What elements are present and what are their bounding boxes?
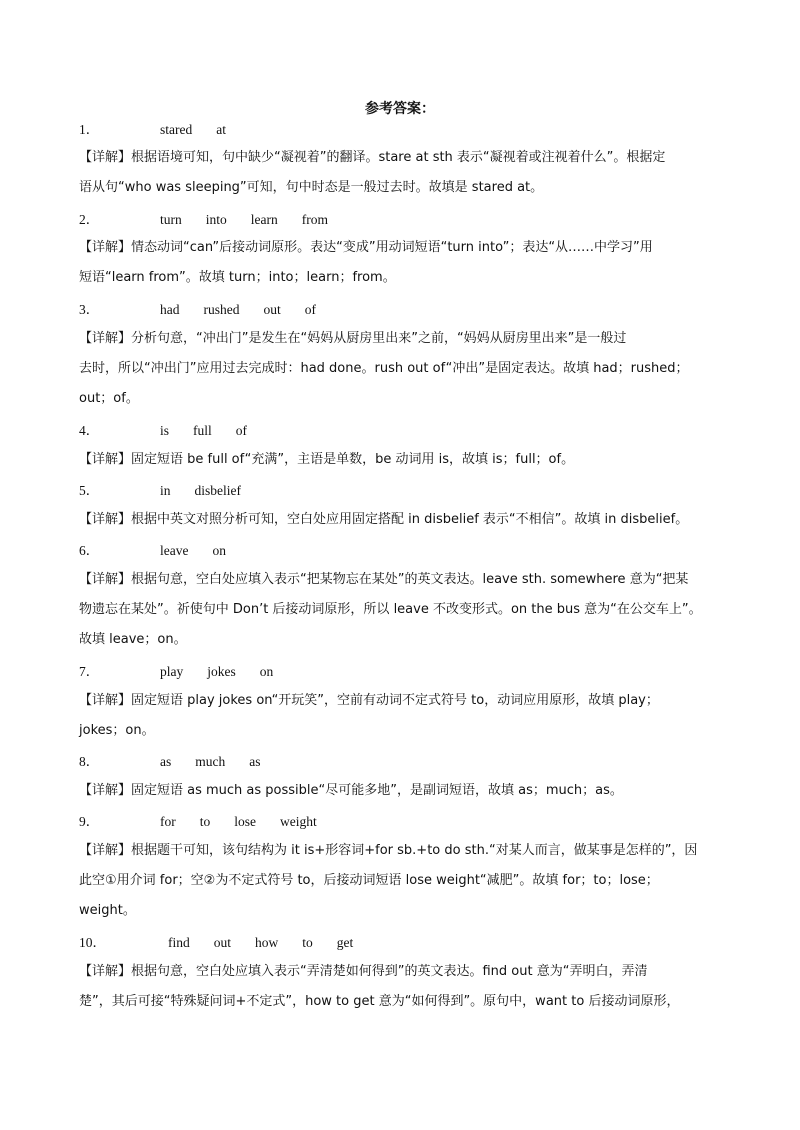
answer-words bbox=[160, 481, 265, 501]
detail-line: 【详解】固定短语 as much as possible“尽可能多地”，是副词短语，故填 as；much；as。 bbox=[79, 783, 623, 798]
answer-word: much bbox=[195, 754, 226, 769]
detail-line: 短语“learn from”。故填 turn；into；learn；from。 bbox=[79, 270, 396, 285]
answer-words bbox=[160, 300, 340, 320]
answer-word: on bbox=[212, 543, 226, 558]
answer-word: weight bbox=[280, 814, 317, 829]
answer-word: had bbox=[160, 302, 180, 317]
answer-words bbox=[160, 541, 250, 561]
detail-line: 【详解】情态动词“can”后接动词原形。表达“变成”用动词短语“turn into”；表达“从……中学习”用 bbox=[79, 240, 653, 255]
answer-word: leave bbox=[160, 543, 189, 558]
question-number: 6． bbox=[79, 543, 100, 558]
answer-words bbox=[160, 662, 297, 682]
answer-words bbox=[160, 210, 352, 230]
detail-line: 【详解】固定短语 play jokes on“开玩笑”，空前有动词不定式符号 to，动词应用原形，故填 play； bbox=[79, 693, 659, 708]
detail-explanation bbox=[79, 957, 724, 1017]
question-number: 2． bbox=[79, 212, 100, 227]
detail-line: weight。 bbox=[79, 903, 136, 918]
detail-explanation bbox=[79, 686, 724, 746]
detail-explanation bbox=[79, 565, 724, 655]
answer-words bbox=[160, 812, 341, 832]
detail-line: 【详解】根据句意，空白处应填入表示“弄清楚如何得到”的英文表达。find out 意为“弄明白，弄清 bbox=[79, 964, 648, 979]
answer-word: stared bbox=[160, 122, 193, 137]
detail-explanation bbox=[79, 324, 724, 414]
answer-word: out bbox=[263, 302, 281, 317]
detail-line: 物遗忘在某处”。祈使句中 Don’t 后接动词原形，所以 leave 不改变形式。on the bus 意为“在公交车上”。 bbox=[79, 602, 702, 617]
question-number: 3． bbox=[79, 302, 100, 317]
detail-line: 去时，所以“冲出门”应用过去完成时：had done。rush out of“冲出”是固定表达。故填 had；rushed； bbox=[79, 361, 689, 376]
question-number: 10． bbox=[79, 935, 106, 950]
detail-line: 【详解】根据语境可知，句中缺少“凝视着”的翻译。stare at sth 表示“凝视着或注视着什么”。根据定 bbox=[79, 150, 666, 165]
question-number: 8． bbox=[79, 754, 100, 769]
answer-words bbox=[168, 933, 377, 953]
answer-word: out bbox=[213, 935, 232, 950]
question-number: 5． bbox=[79, 483, 100, 498]
detail-line: 【详解】根据中英文对照分析可知，空白处应用固定搭配 in disbelief 表示“不相信”。故填 in disbelief。 bbox=[79, 512, 689, 527]
detail-line: 故填 leave；on。 bbox=[79, 632, 187, 647]
detail-explanation bbox=[79, 836, 724, 926]
detail-line: 【详解】固定短语 be full of“充满”，主语是单数，be 动词用 is，故填 is；full；of。 bbox=[79, 452, 575, 467]
detail-line: 【详解】分析句意，“冲出门”是发生在“妈妈从厨房里出来”之前，“妈妈从厨房里出来”是一般过 bbox=[79, 331, 627, 346]
question-number: 7． bbox=[79, 664, 100, 679]
answer-word: to bbox=[199, 814, 211, 829]
answer-word: rushed bbox=[203, 302, 240, 317]
answer-word: lose bbox=[234, 814, 257, 829]
detail-line: 此空①用介词 for；空②为不定式符号 to，后接动词短语 lose weight“减肥”。故填 for；to；lose； bbox=[79, 873, 659, 888]
answer-words bbox=[160, 752, 285, 772]
answer-word: turn bbox=[160, 212, 182, 227]
answer-word: from bbox=[301, 212, 328, 227]
detail-line: 语从句“who was sleeping”可知，句中时态是一般过去时。故填是 stared at。 bbox=[79, 180, 544, 195]
answer-word: is bbox=[160, 423, 170, 438]
answer-word: on bbox=[259, 664, 274, 679]
page-title: 参考答案： bbox=[365, 101, 435, 117]
answer-word: learn bbox=[250, 212, 278, 227]
answer-word: for bbox=[160, 814, 176, 829]
answer-word: jokes bbox=[207, 664, 236, 679]
detail-explanation bbox=[79, 143, 724, 203]
detail-explanation bbox=[79, 776, 724, 806]
question-number: 1． bbox=[79, 122, 100, 137]
answer-word: how bbox=[255, 935, 279, 950]
question-number: 9． bbox=[79, 814, 100, 829]
detail-line: 楚”，其后可接“特殊疑问词+不定式”，how to get 意为“如何得到”。原句中，want to 后接动词原形， bbox=[79, 994, 680, 1009]
answer-word: of bbox=[235, 423, 248, 438]
detail-line: jokes；on。 bbox=[79, 723, 155, 738]
detail-line: 【详解】根据句意，空白处应填入表示“把某物忘在某处”的英文表达。leave sth. somewhere 意为“把某 bbox=[79, 572, 689, 587]
answer-word: full bbox=[193, 423, 212, 438]
answer-word: disbelief bbox=[194, 483, 242, 498]
answer-word: at bbox=[216, 122, 226, 137]
answer-word: play bbox=[160, 664, 184, 679]
answer-word: into bbox=[205, 212, 227, 227]
answer-word: to bbox=[302, 935, 313, 950]
answer-word: get bbox=[336, 935, 354, 950]
answer-word: find bbox=[168, 935, 190, 950]
answer-words bbox=[160, 120, 250, 140]
detail-line: out；of。 bbox=[79, 391, 139, 406]
answer-word: as bbox=[160, 754, 172, 769]
detail-explanation bbox=[79, 445, 724, 475]
answer-words bbox=[160, 421, 271, 441]
answer-word: in bbox=[160, 483, 171, 498]
answer-word: as bbox=[249, 754, 261, 769]
detail-line: 【详解】根据题干可知，该句结构为 it is+形容词+for sb.+to do sth.“对某人而言，做某事是怎样的”，因 bbox=[79, 843, 698, 858]
question-number: 4． bbox=[79, 423, 100, 438]
answer-word: of bbox=[304, 302, 317, 317]
detail-explanation bbox=[79, 233, 724, 293]
detail-explanation bbox=[79, 505, 724, 535]
